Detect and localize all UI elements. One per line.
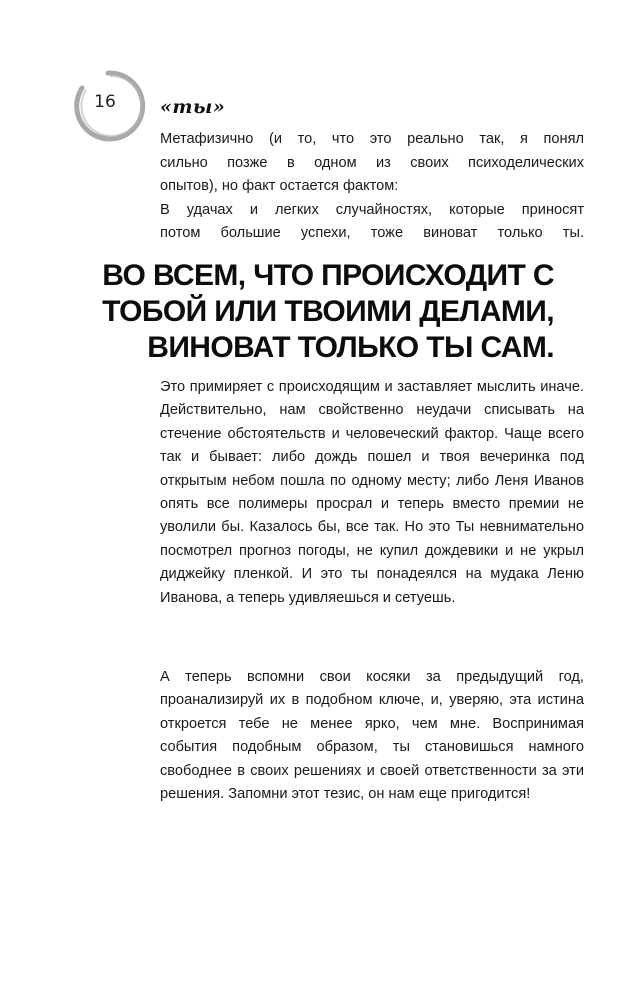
page-number: 16 (94, 92, 116, 112)
headline-line: ВО ВСЕМ, ЧТО ПРОИСХОДИТ С (102, 259, 554, 292)
body-paragraph-1 (160, 376, 584, 610)
body-paragraph-2 (160, 666, 584, 806)
headline-line: ВИНОВАТ ТОЛЬКО ТЫ САМ. (147, 331, 554, 364)
intro-line: сильно позже в одном из своих психоделических (160, 154, 584, 171)
paragraph-text: Это примиряет с происходящим и заставляет мыслить иначе. Действительно, нам свойственно неудачи списывать на стечение обстоятельств и человеческий фактор. Чаще всего так и бывает: либо дождь пошел и твоя вечеринка под открытым небом пошла по одному месту; либо Леня Иванов опять все полимеры просрал и теперь вместо премии не уволили бы. Казалось бы, все так. Но это Ты невнимательно посмотрел прогноз погоды, не купил дождевики и не укрыл диджейку пленкой. И это ты понадеялся на мудака Леню Иванова, а теперь удивляешься и сетуешь. (160, 379, 584, 606)
headline-line: ТОБОЙ ИЛИ ТВОИМИ ДЕЛАМИ, (102, 295, 554, 328)
intro-line: опытов), но факт остается фактом: (160, 178, 399, 194)
intro-line: потом большие успехи, тоже виноват только ты. (160, 225, 584, 241)
paragraph-text: А теперь вспомни свои косяки за предыдущий год, проанализируй их в подобном ключе, и, уверяю, эта истина откроется тебе не менее ярко, чем мне. Воспринимая события подобным образом, ты становишься намного свободнее в своих решениях и своей ответственности за эти решения. Запомни этот тезис, он нам еще пригодится! (160, 669, 584, 803)
headline-quote (60, 258, 554, 366)
intro-line: Метафизично (и то, что это реально так, я понял (160, 131, 584, 147)
intro-text (160, 128, 584, 246)
running-head: «ты» (160, 96, 226, 118)
intro-line: В удачах и легких случайностях, которые приносят (160, 201, 584, 218)
